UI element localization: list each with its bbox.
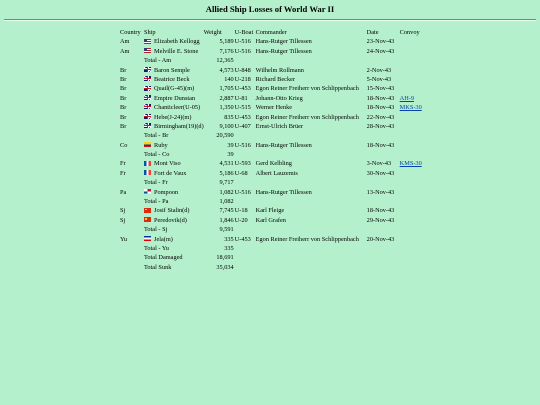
weight-value: 39 xyxy=(227,141,234,149)
table-row xyxy=(119,235,428,244)
ship-cell xyxy=(144,122,204,131)
ship-cell xyxy=(144,141,204,150)
ship-cell xyxy=(144,188,204,197)
convoy-cell xyxy=(400,113,428,122)
country-cell xyxy=(119,244,144,253)
total-weight: 1,082 xyxy=(219,198,234,206)
ship-name: Melville E. Stone xyxy=(154,47,199,55)
total-row xyxy=(119,56,428,65)
date-value: 15-Nov-43 xyxy=(366,85,395,93)
page-title: Allied Ship Losses of World War II xyxy=(205,4,335,14)
commander-name: Hans-Rutger Tillessen xyxy=(255,188,312,196)
ship-cell xyxy=(144,66,204,75)
uboat-id: U-516 xyxy=(234,188,251,196)
total-row xyxy=(119,244,428,253)
date-value: 22-Nov-43 xyxy=(366,113,395,121)
flag-us-icon xyxy=(144,48,151,53)
country-cell xyxy=(119,178,144,187)
ship-cell xyxy=(144,206,204,215)
empty-cell xyxy=(367,225,400,234)
empty-cell xyxy=(234,197,256,206)
commander-name: Wilhelm Rollmann xyxy=(255,66,304,74)
weight-value: 9,100 xyxy=(219,122,234,130)
uboat-id: U-18 xyxy=(234,207,248,215)
table-row xyxy=(119,169,428,178)
ship-name: Ruby xyxy=(154,141,168,149)
weight-value: 1,705 xyxy=(219,85,234,93)
convoy-cell xyxy=(400,235,428,244)
flag-gb-icon xyxy=(144,86,151,91)
date-value: 18-Nov-43 xyxy=(366,207,395,215)
empty-cell xyxy=(234,56,256,65)
date-value: 23-Nov-43 xyxy=(366,38,395,46)
empty-cell xyxy=(256,56,367,65)
flag-co-icon xyxy=(144,142,151,147)
total-label: Total - Sj xyxy=(144,226,168,234)
commander-name: Egon Reiner Freiherr von Schlippenbach xyxy=(255,85,359,93)
empty-cell xyxy=(400,131,428,140)
country-cell xyxy=(119,253,144,262)
commander-name: Hans-Rutger Tillessen xyxy=(255,141,312,149)
uboat-id: U-453 xyxy=(234,235,251,243)
ship-name: Chanticleer(U-05) xyxy=(154,104,201,112)
total-weight: 18,691 xyxy=(216,254,234,262)
convoy-link[interactable]: AH-9 xyxy=(399,94,415,102)
uboat-id: U-516 xyxy=(234,38,251,46)
country-code: Sj xyxy=(120,216,126,224)
convoy-cell xyxy=(400,169,428,178)
empty-cell xyxy=(256,225,367,234)
header-convoy: Convoy xyxy=(399,29,420,36)
convoy-cell xyxy=(400,37,428,46)
empty-cell xyxy=(256,253,367,262)
ship-name: Peredovik(d) xyxy=(154,216,187,224)
empty-cell xyxy=(256,263,367,272)
total-label: Total - Fr xyxy=(144,179,168,187)
ship-name: Jela(m) xyxy=(154,235,173,243)
flag-gb-icon xyxy=(144,114,151,119)
total-label: Total - Br xyxy=(144,132,169,140)
commander-name: Karl Grafen xyxy=(255,216,286,224)
empty-cell xyxy=(400,263,428,272)
commander-name: Ernst-Ulrich Brüer xyxy=(255,122,304,130)
ship-name: Fort de Vaux xyxy=(154,169,187,177)
header-country: Country xyxy=(120,29,141,36)
flag-gb-icon xyxy=(144,104,151,109)
date-value: 30-Nov-43 xyxy=(366,169,395,177)
total-weight: 20,590 xyxy=(216,132,234,140)
total-row xyxy=(119,131,428,140)
commander-name: Hans-Rutger Tillessen xyxy=(255,47,312,55)
convoy-cell xyxy=(400,94,428,103)
convoy-cell xyxy=(400,75,428,84)
weight-value: 5,189 xyxy=(219,38,234,46)
empty-cell xyxy=(367,263,400,272)
uboat-id: U-515 xyxy=(234,104,251,112)
empty-cell xyxy=(234,150,256,159)
ship-cell xyxy=(144,159,204,168)
convoy-cell xyxy=(400,206,428,215)
convoy-cell xyxy=(400,66,428,75)
ship-cell xyxy=(144,169,204,178)
empty-cell xyxy=(400,178,428,187)
commander-name: Werner Henke xyxy=(255,104,293,112)
header-ship: Ship xyxy=(144,29,156,36)
ship-name: Hebe(J-24)(m) xyxy=(154,113,192,121)
commander-name: Richard Becker xyxy=(255,75,296,83)
commander-name: Karl Fleige xyxy=(255,207,285,215)
empty-cell xyxy=(367,178,400,187)
uboat-id: U-407 xyxy=(234,122,251,130)
empty-cell xyxy=(400,150,428,159)
table-body xyxy=(119,37,428,272)
weight-value: 1,350 xyxy=(219,104,234,112)
ship-cell xyxy=(144,216,204,225)
convoy-link[interactable]: KMS-30 xyxy=(399,160,422,168)
empty-cell xyxy=(256,150,367,159)
ship-name: Josif Stalin(d) xyxy=(154,207,190,215)
country-cell xyxy=(119,131,144,140)
horizontal-rule xyxy=(4,19,536,21)
total-weight: 35,034 xyxy=(216,263,234,271)
empty-cell xyxy=(234,263,256,272)
ship-name: Birmingham(19)(d) xyxy=(154,122,204,130)
date-value: 28-Nov-43 xyxy=(366,122,395,130)
table-row xyxy=(119,113,428,122)
table-row xyxy=(119,94,428,103)
country-cell xyxy=(119,263,144,272)
country-code: Br xyxy=(120,94,127,102)
empty-cell xyxy=(367,244,400,253)
flag-sj-icon xyxy=(144,217,151,222)
table-row xyxy=(119,66,428,75)
empty-cell xyxy=(234,244,256,253)
empty-cell xyxy=(256,244,367,253)
empty-cell xyxy=(367,56,400,65)
table-row xyxy=(119,141,428,150)
uboat-id: U-848 xyxy=(234,66,251,74)
uboat-id: U-516 xyxy=(234,141,251,149)
empty-cell xyxy=(400,225,428,234)
weight-value: 2,887 xyxy=(219,94,234,102)
ship-cell xyxy=(144,75,204,84)
total-row xyxy=(119,197,428,206)
convoy-cell xyxy=(400,159,428,168)
weight-value: 1,846 xyxy=(219,216,234,224)
date-value: 20-Nov-43 xyxy=(366,235,395,243)
total-label: Total - Co xyxy=(144,151,170,159)
convoy-cell xyxy=(400,216,428,225)
weight-value: 335 xyxy=(224,235,234,243)
uboat-id: U-81 xyxy=(234,94,248,102)
total-row xyxy=(119,150,428,159)
date-value: 24-Nov-43 xyxy=(366,47,395,55)
total-weight: 9,591 xyxy=(219,226,234,234)
table-row xyxy=(119,122,428,131)
flag-gb-icon xyxy=(144,67,151,72)
empty-cell xyxy=(367,150,400,159)
date-value: 18-Nov-43 xyxy=(366,104,395,112)
country-code: Yu xyxy=(120,235,127,243)
ship-name: Beatrice Beck xyxy=(154,75,190,83)
convoy-cell xyxy=(400,122,428,131)
ship-cell xyxy=(144,103,204,112)
total-weight: 12,365 xyxy=(216,57,234,65)
table-header-row xyxy=(119,28,428,37)
convoy-cell xyxy=(400,84,428,93)
flag-yu-icon xyxy=(144,236,151,241)
empty-cell xyxy=(400,197,428,206)
empty-cell xyxy=(256,131,367,140)
header-weight: Weight xyxy=(203,29,222,36)
country-code: Br xyxy=(120,113,127,121)
table-row xyxy=(119,188,428,197)
empty-cell xyxy=(400,253,428,262)
weight-value: 140 xyxy=(224,75,234,83)
weight-value: 1,082 xyxy=(219,188,234,196)
convoy-link[interactable]: MKS-30 xyxy=(399,104,422,112)
country-cell xyxy=(119,225,144,234)
ship-name: Mont Viso xyxy=(154,160,181,168)
total-label: Total Sunk xyxy=(144,263,172,271)
table-row xyxy=(119,84,428,93)
total-label: Total - Pa xyxy=(144,198,169,206)
ship-cell xyxy=(144,94,204,103)
table-row xyxy=(119,75,428,84)
total-label: Total Damaged xyxy=(144,254,183,262)
commander-name: Johann-Otto Krieg xyxy=(255,94,303,102)
table-row xyxy=(119,47,428,56)
ship-name: Quail(G-45)(m) xyxy=(154,85,195,93)
weight-value: 5,186 xyxy=(219,169,234,177)
ship-name: Elizabeth Kellogg xyxy=(154,38,200,46)
empty-cell xyxy=(400,56,428,65)
commander-name: Egon Reiner Freiherr von Schlippenbach xyxy=(255,235,359,243)
empty-cell xyxy=(256,178,367,187)
ship-name: Empire Dunstan xyxy=(154,94,196,102)
flag-pa-icon xyxy=(144,189,151,194)
total-label: Total - Am xyxy=(144,57,172,65)
ship-cell xyxy=(144,235,204,244)
weight-value: 835 xyxy=(224,113,234,121)
empty-cell xyxy=(400,244,428,253)
commander-name: Hans-Rutger Tillessen xyxy=(255,38,312,46)
date-value: 18-Nov-43 xyxy=(366,141,395,149)
empty-cell xyxy=(234,178,256,187)
country-code: Fr xyxy=(120,160,126,168)
country-code: Br xyxy=(120,85,127,93)
commander-name: Albert Lauzemis xyxy=(255,169,298,177)
country-code: Sj xyxy=(120,207,126,215)
uboat-id: U-453 xyxy=(234,113,251,121)
uboat-id: U-453 xyxy=(234,85,251,93)
convoy-cell xyxy=(400,47,428,56)
weight-value: 7,176 xyxy=(219,47,234,55)
total-weight: 9,717 xyxy=(219,179,234,187)
country-cell xyxy=(119,150,144,159)
header-commander: Commander xyxy=(255,29,287,36)
date-value: 2-Nov-43 xyxy=(366,66,392,74)
country-code: Am xyxy=(120,38,130,46)
total-weight: 335 xyxy=(224,244,234,252)
country-code: Fr xyxy=(120,169,126,177)
weight-value: 4,573 xyxy=(219,66,234,74)
ship-name: Pompoon xyxy=(154,188,179,196)
total-row xyxy=(119,263,428,272)
empty-cell xyxy=(256,197,367,206)
header-uboat: U-Boat xyxy=(234,29,254,36)
convoy-cell xyxy=(400,188,428,197)
uboat-id: U-516 xyxy=(234,47,251,55)
country-cell xyxy=(119,197,144,206)
ship-losses-table xyxy=(119,28,428,272)
commander-name: Gerd Kelbling xyxy=(255,160,292,168)
table-row xyxy=(119,37,428,46)
total-row xyxy=(119,225,428,234)
country-code: Co xyxy=(120,141,128,149)
table-row xyxy=(119,216,428,225)
flag-fr-icon xyxy=(144,170,151,175)
flag-gb-icon xyxy=(144,76,151,81)
date-value: 3-Nov-43 xyxy=(366,160,392,168)
empty-cell xyxy=(234,131,256,140)
header-date: Date xyxy=(366,29,379,36)
country-cell xyxy=(119,56,144,65)
empty-cell xyxy=(367,197,400,206)
flag-gb-icon xyxy=(144,123,151,128)
total-weight: 39 xyxy=(227,151,234,159)
country-code: Pa xyxy=(120,188,127,196)
empty-cell xyxy=(234,225,256,234)
country-code: Br xyxy=(120,75,127,83)
date-value: 13-Nov-43 xyxy=(366,188,395,196)
country-code: Br xyxy=(120,66,127,74)
empty-cell xyxy=(367,253,400,262)
flag-fr-icon xyxy=(144,161,151,166)
flag-gb-icon xyxy=(144,95,151,100)
flag-sj-icon xyxy=(144,208,151,213)
weight-value: 7,745 xyxy=(219,207,234,215)
table-row xyxy=(119,159,428,168)
weight-value: 4,531 xyxy=(219,160,234,168)
table-row xyxy=(119,206,428,215)
flag-us-icon xyxy=(144,39,151,44)
table-row xyxy=(119,103,428,112)
total-row xyxy=(119,253,428,262)
total-label: Total - Yu xyxy=(144,244,169,252)
convoy-cell xyxy=(400,141,428,150)
empty-cell xyxy=(234,253,256,262)
country-code: Br xyxy=(120,122,127,130)
ship-cell xyxy=(144,84,204,93)
ship-name: Baron Semple xyxy=(154,66,190,74)
uboat-id: U-593 xyxy=(234,160,251,168)
empty-cell xyxy=(367,131,400,140)
total-row xyxy=(119,178,428,187)
ship-cell xyxy=(144,37,204,46)
country-code: Br xyxy=(120,104,127,112)
country-code: Am xyxy=(120,47,130,55)
uboat-id: U-20 xyxy=(234,216,248,224)
uboat-id: U-218 xyxy=(234,75,251,83)
convoy-cell xyxy=(400,103,428,112)
date-value: 18-Nov-43 xyxy=(366,94,395,102)
ship-cell xyxy=(144,47,204,56)
date-value: 5-Nov-43 xyxy=(366,75,392,83)
uboat-id: U-68 xyxy=(234,169,248,177)
date-value: 29-Nov-43 xyxy=(366,216,395,224)
ship-cell xyxy=(144,113,204,122)
commander-name: Egon Reiner Freiherr von Schlippenbach xyxy=(255,113,359,121)
